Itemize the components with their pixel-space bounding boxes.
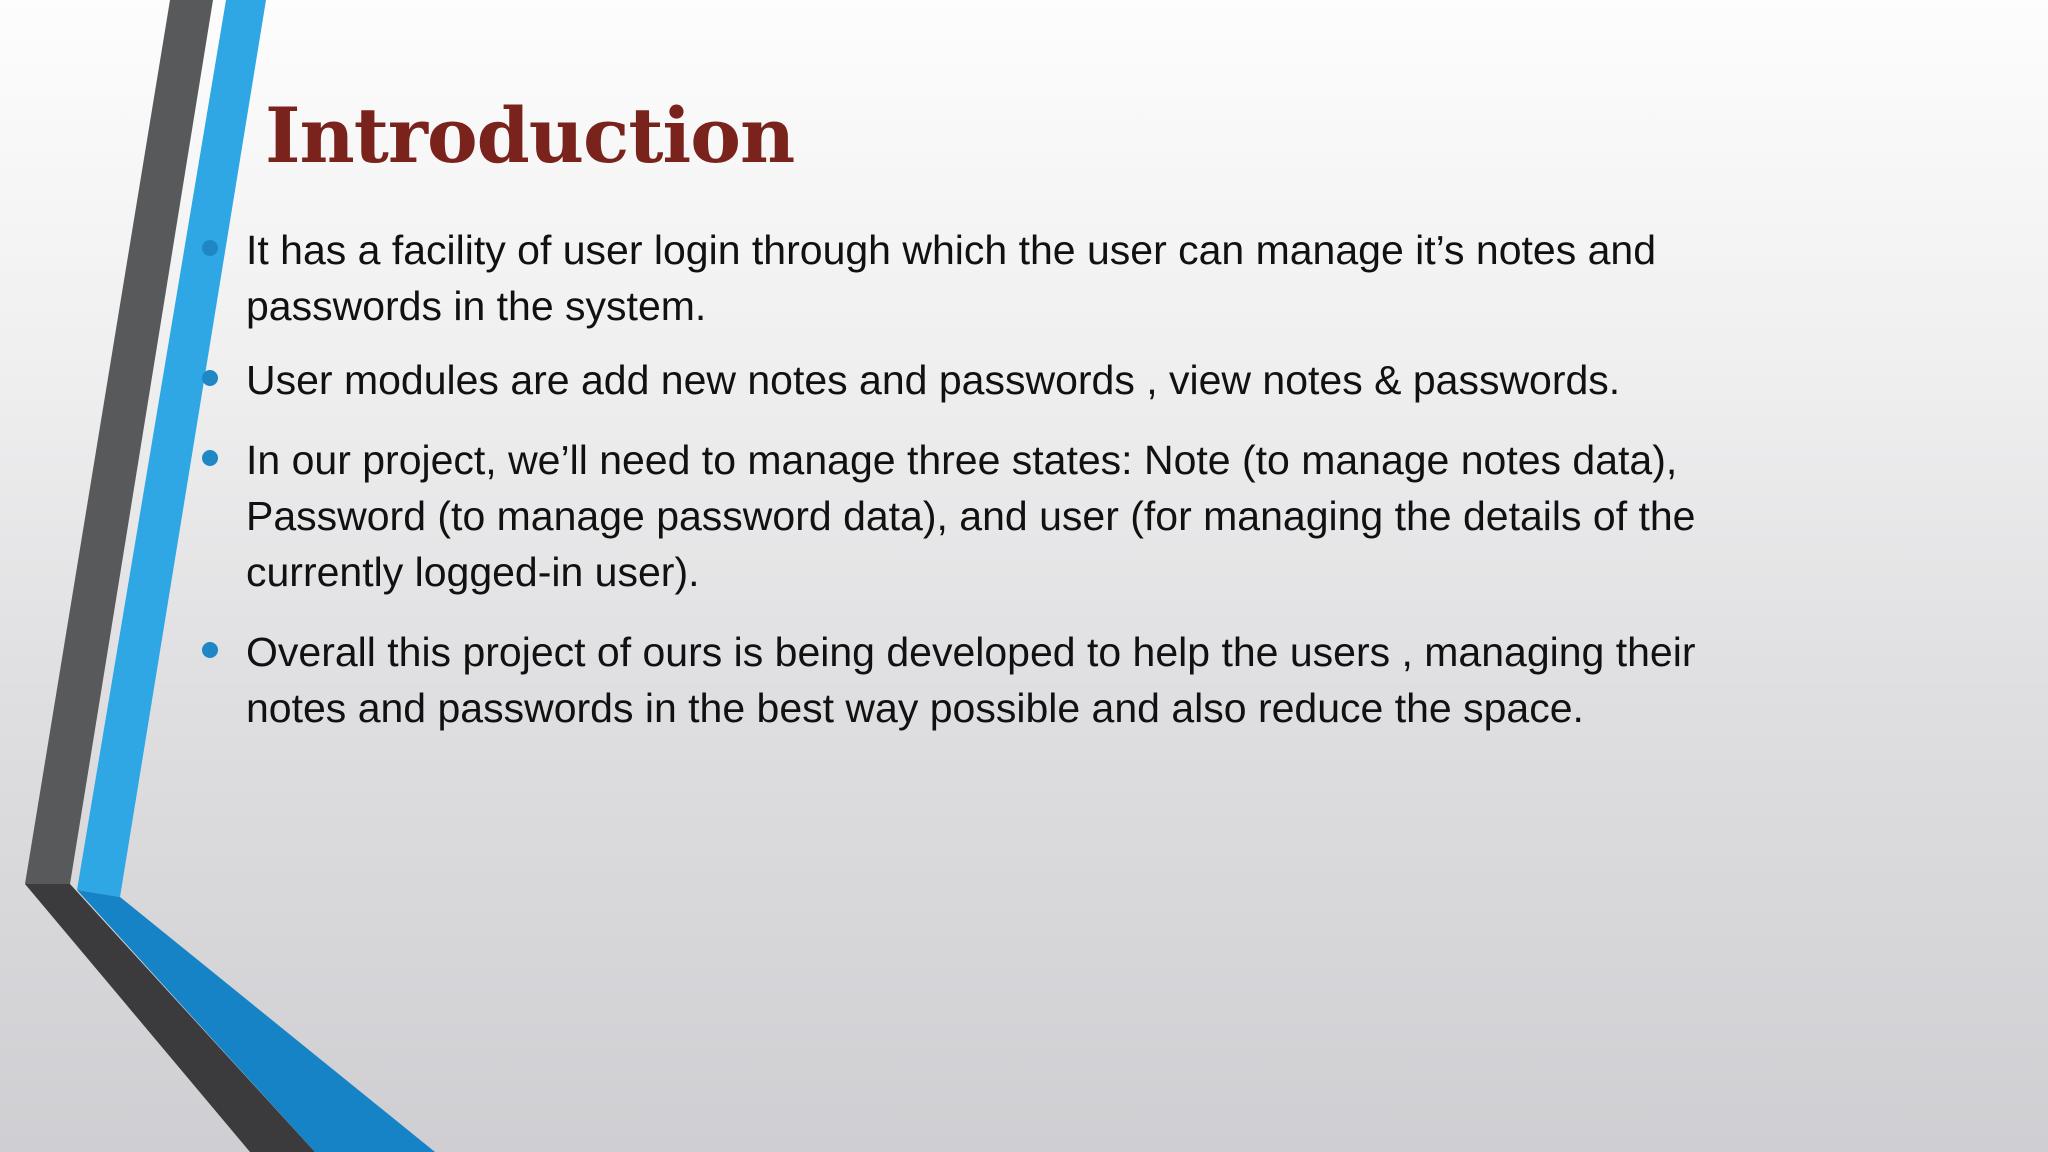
slide-title: Introduction: [265, 91, 795, 180]
bullet-dot-icon: [202, 642, 218, 658]
bullet-item: [246, 352, 1806, 408]
dark-stripe-lower: [25, 884, 315, 1152]
bullet-text: In our project, we’ll need to manage three states: Note (to manage notes data), Password (to manage password data), and user (for managing the details of the currently logged-in user).: [246, 437, 1696, 595]
bullet-item: [246, 432, 1806, 600]
bullet-text: It has a facility of user login through which the user can manage it’s notes and passwords in the system.: [246, 227, 1657, 329]
bullet-text: User modules are add new notes and passwords , view notes & passwords.: [246, 357, 1621, 403]
bullet-text: Overall this project of ours is being developed to help the users , managing their notes and passwords in the best way possible and also reduce the space.: [246, 629, 1696, 731]
bullet-dot-icon: [202, 240, 218, 256]
bullet-dot-icon: [202, 370, 218, 386]
bullet-item: [246, 222, 1806, 334]
bullet-dot-icon: [202, 450, 218, 466]
bullet-list: [246, 222, 1806, 760]
bullet-item: [246, 624, 1806, 736]
